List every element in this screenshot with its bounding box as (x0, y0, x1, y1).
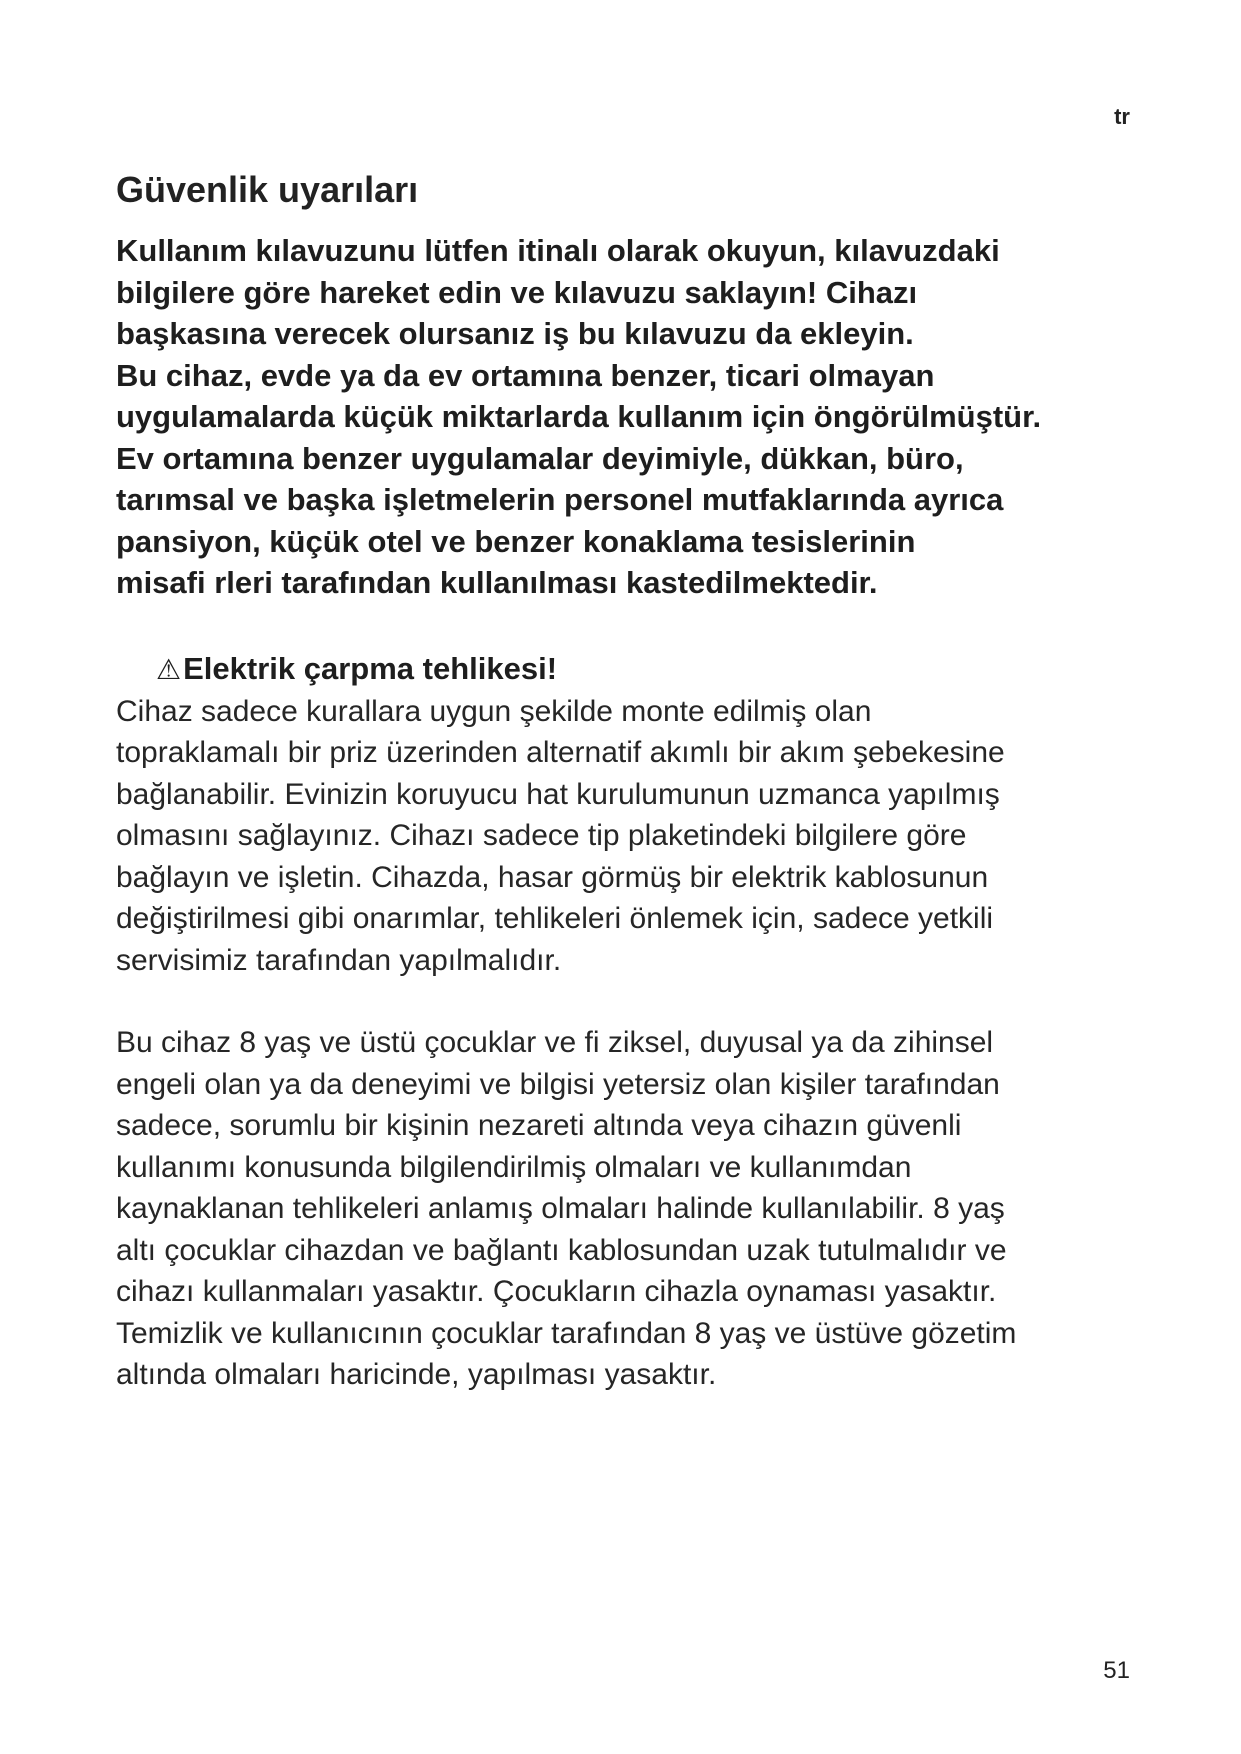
paragraph-line: değiştirilmesi gibi onarımlar, tehlikeleri önlemek için, sadece yetkili (116, 902, 994, 935)
safety-section (116, 168, 1136, 1396)
paragraph-line: kullanımı konusunda bilgilendirilmiş olmaları ve kullanımdan (116, 1150, 912, 1184)
paragraph-line: Temizlik ve kullanıcının çocuklar tarafından 8 yaş ve üstüve gözetim (116, 1316, 1017, 1350)
paragraph-line: servisimiz tarafından yapılmalıdır. (116, 943, 562, 977)
intro-paragraph (116, 230, 1136, 604)
paragraph-line: Cihaz sadece kurallara uygun şekilde monte edilmiş olan (116, 694, 872, 728)
page-title: Güvenlik uyarıları (116, 169, 419, 210)
intro-line: uygulamalarda küçük miktarlarda kullanım için öngörülmüştür. (116, 399, 1042, 434)
paragraph-line: kaynaklanan tehlikeleri anlamış olmaları halinde kullanılabilir. 8 yaş (116, 1192, 1005, 1225)
paragraph-line: altında olmaları haricinde, yapılması yasaktır. (116, 1358, 717, 1391)
paragraph-line: bağlanabilir. Evinizin koruyucu hat kurulumunun uzmanca yapılmış (116, 777, 1000, 811)
page-number: 51 (1103, 1657, 1130, 1684)
intro-line: Kullanım kılavuzunu lütfen itinalı olarak okuyun, kılavuzdaki (116, 233, 1000, 268)
intro-line: başkasına verecek olursanız iş bu kılavuzu da ekleyin. (116, 316, 914, 351)
language-code: tr (1114, 104, 1130, 129)
paragraph-line: olmasını sağlayınız. Cihazı sadece tip plaketindeki bilgilere göre (116, 819, 967, 852)
intro-line: misafi rleri tarafından kullanılması kastedilmektedir. (116, 565, 878, 600)
paragraph-line: cihazı kullanmaları yasaktır. Çocukların cihazla oynaması yasaktır. (116, 1275, 997, 1308)
intro-line: bilgilere göre hareket edin ve kılavuzu saklayın! Cihazı (116, 274, 918, 310)
electrical-paragraph (116, 691, 1136, 982)
intro-line: pansiyon, küçük otel ve benzer konaklama tesislerinin (116, 523, 916, 559)
paragraph-line: bağlayın ve işletin. Cihazda, hasar görmüş bir elektrik kablosunun (116, 860, 989, 894)
intro-line: Ev ortamına benzer uygulamalar deyimiyle, dükkan, büro, (116, 440, 964, 476)
warning-triangle-icon: ⚠ (156, 653, 182, 685)
intro-line: tarımsal ve başka işletmelerin personel mutfaklarında ayrıca (116, 482, 1004, 517)
paragraph-line: engeli olan ya da deneyimi ve bilgisi yetersiz olan kişiler tarafından (116, 1067, 1000, 1101)
children-paragraph (116, 1022, 1136, 1396)
intro-line: Bu cihaz, evde ya da ev ortamına benzer, ticari olmayan (116, 357, 935, 393)
paragraph-line: topraklamalı bir priz üzerinden alternatif akımlı bir akım şebekesine (116, 736, 1005, 769)
electric-shock-warning (116, 648, 1136, 691)
paragraph-line: Bu cihaz 8 yaş ve üstü çocuklar ve fi ziksel, duyusal ya da zihinsel (116, 1026, 994, 1059)
warning-title: Elektrik çarpma tehlikesi! (183, 650, 558, 686)
paragraph-line: sadece, sorumlu bir kişinin nezareti altında veya cihazın güvenli (116, 1109, 962, 1142)
paragraph-line: altı çocuklar cihazdan ve bağlantı kablosundan uzak tutulmalıdır ve (116, 1233, 1007, 1267)
